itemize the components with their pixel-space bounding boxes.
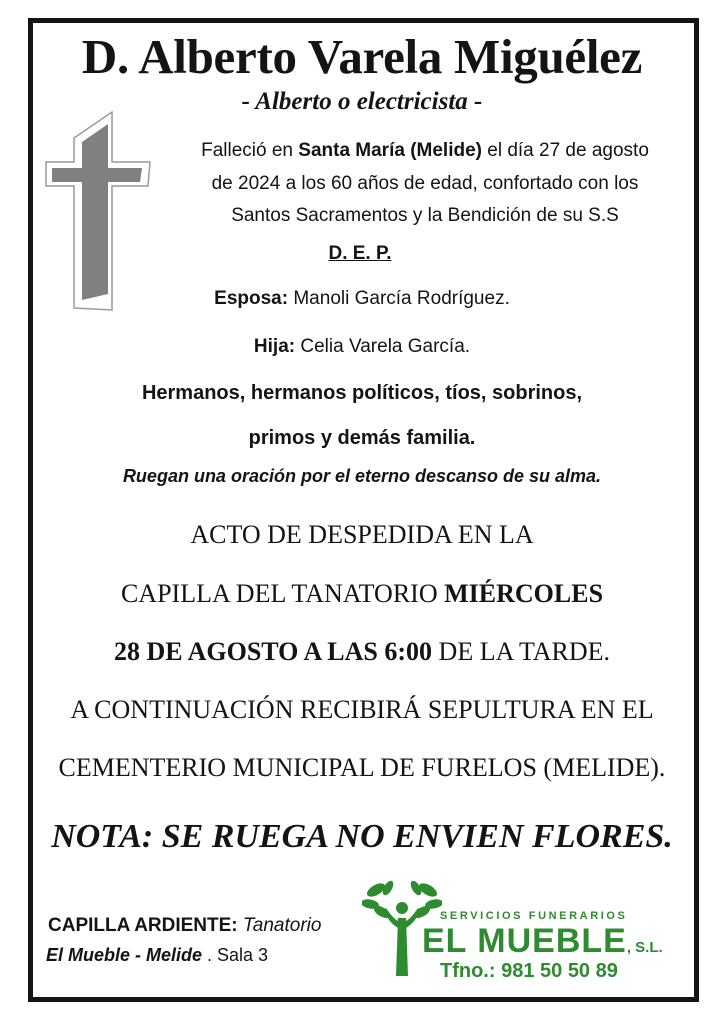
relatives-line-2: primos y demás familia. (248, 427, 476, 449)
chapel-label-line: CAPILLA ARDIENTE: Tanatorio (48, 915, 322, 936)
deceased-name: D. Alberto Varela Miguélez (81, 29, 643, 84)
logo-name: EL MUEBLE, S.L. (422, 922, 663, 960)
cross-icon (44, 110, 152, 312)
no-flowers-note: NOTA: SE RUEGA NO ENVIEN FLORES. (51, 818, 673, 855)
ceremony-line-3: 28 DE AGOSTO A LAS 6:00 DE LA TARDE. (113, 637, 611, 666)
chapel-location-line: El Mueble - Melide . Sala 3 (46, 945, 269, 965)
death-place: Santa María (Melide) (298, 140, 482, 161)
ceremony-line-1: ACTO DE DESPEDIDA EN LA (190, 520, 534, 549)
nickname: - Alberto o electricista - (241, 88, 483, 115)
ceremony-line-2: CAPILLA DEL TANATORIO MIÉRCOLES (120, 579, 604, 608)
logo-phone: Tfno.: 981 50 50 89 (440, 960, 618, 982)
ceremony-day: MIÉRCOLES (444, 579, 604, 608)
death-line-3: Santos Sacramentos y la Bendición de su S.S (231, 205, 619, 226)
ceremony-date-time: 28 DE AGOSTO A LAS 6:00 (113, 637, 433, 666)
spouse-line: Esposa: Manoli García Rodríguez. (214, 288, 510, 309)
death-line-1: Falleció en Santa María (Melide) el día 27 de agosto (201, 140, 649, 161)
dep-abbreviation: D. E. P. (328, 243, 392, 264)
death-line-2: de 2024 a los 60 años de edad, confortado con los (211, 173, 639, 194)
logo-subtitle: SERVICIOS FUNERARIOS (440, 910, 628, 922)
relatives-line-1: Hermanos, hermanos políticos, tíos, sobrinos, (141, 382, 583, 404)
prayer-request: Ruegan una oración por el eterno descanso de su alma. (122, 466, 602, 486)
burial-line-2: CEMENTERIO MUNICIPAL DE FURELOS (MELIDE). (58, 753, 666, 782)
burial-line-1: A CONTINUACIÓN RECIBIRÁ SEPULTURA EN EL (70, 695, 654, 724)
funeral-home-logo (362, 878, 682, 988)
daughter-line: Hija: Celia Varela García. (253, 336, 471, 357)
